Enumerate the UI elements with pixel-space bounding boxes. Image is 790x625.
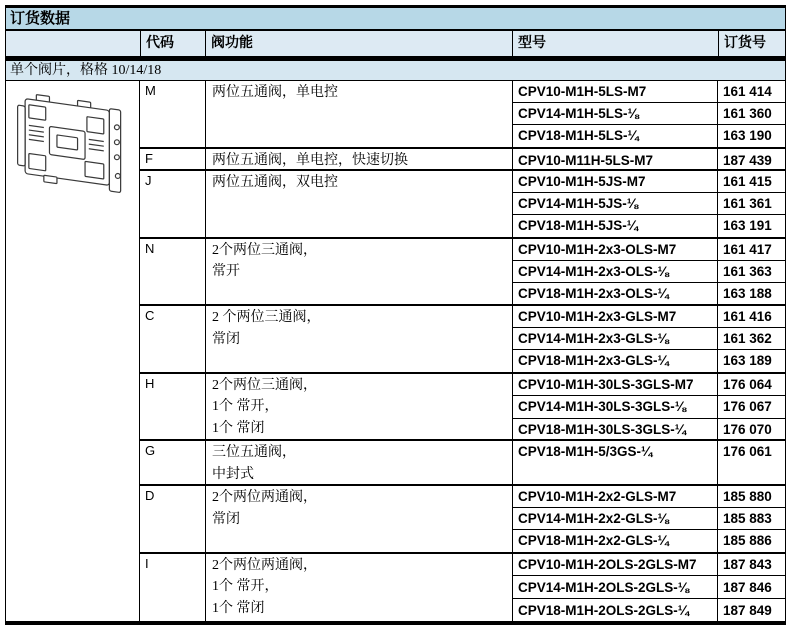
table-row — [513, 575, 785, 598]
function-cell — [205, 306, 512, 372]
function-cell — [205, 239, 512, 305]
model-cell: CPV10-M1H-2x3-OLS-M7 — [513, 239, 718, 260]
table-row — [513, 149, 785, 173]
valve-group-J — [140, 171, 785, 239]
order-number-cell: 163 191 — [723, 218, 772, 234]
table-row — [513, 554, 785, 576]
model-cell: CPV18-M1H-2OLS-2GLS-¼ — [513, 599, 718, 621]
function-cell — [205, 441, 512, 486]
function-cell — [205, 374, 512, 441]
model-rows — [512, 374, 785, 441]
order-number-cell: 176 070 — [723, 421, 772, 437]
table-title: 订货数据 — [6, 8, 785, 31]
order-number-cell: 187 843 — [723, 556, 772, 572]
model-rows — [512, 171, 785, 237]
model-cell: CPV18-M1H-30LS-3GLS-¼ — [513, 419, 718, 441]
order-number-cell: 161 360 — [723, 106, 772, 122]
order-number-cell: 176 064 — [723, 376, 772, 392]
header-image-col-empty — [6, 31, 140, 56]
model-cell: CPV18-M1H-5LS-¼ — [513, 125, 718, 146]
order-number-cell: 187 846 — [723, 579, 772, 595]
order-number-cell: 161 416 — [723, 309, 772, 325]
section-header: 单个阀片，格格 10/14/18 — [6, 61, 785, 81]
model-cell: CPV14-M1H-2OLS-2GLS-⅛ — [513, 576, 718, 598]
model-cell: CPV10-M11H-5LS-M7 — [513, 149, 718, 173]
model-rows — [512, 81, 785, 147]
order-number-cell: 176 061 — [723, 444, 772, 459]
valve-group-I — [140, 554, 785, 622]
function-line: 1个 常开， — [212, 399, 279, 414]
table-row — [513, 102, 785, 124]
function-cell — [205, 554, 512, 622]
function-line: 三位五通阀， — [212, 445, 296, 460]
code-cell: H — [145, 375, 155, 391]
model-cell: CPV10-M1H-2x2-GLS-M7 — [513, 486, 718, 507]
order-number-cell: 161 362 — [723, 331, 772, 347]
table-row — [513, 349, 785, 371]
code-cell: C — [145, 308, 155, 323]
order-number-cell: 161 361 — [723, 196, 772, 212]
table-row — [513, 192, 785, 214]
header-order-number: 订货号 — [718, 31, 785, 56]
table-row — [513, 418, 785, 441]
order-number-cell: 185 883 — [723, 511, 772, 527]
order-number-cell: 163 190 — [723, 128, 772, 144]
valve-group-G — [140, 441, 785, 486]
model-rows — [512, 441, 785, 486]
model-rows — [512, 306, 785, 372]
model-cell: CPV14-M1H-5JS-⅛ — [513, 193, 718, 214]
model-rows — [512, 239, 785, 305]
code-cell: F — [145, 150, 153, 166]
function-line: 两位五通阀，双电控 — [212, 175, 338, 190]
table-row — [513, 507, 785, 529]
cpv-valve-drawing — [12, 87, 130, 205]
order-number-cell: 161 414 — [723, 84, 772, 100]
valve-group-D — [140, 486, 785, 554]
ordering-data-table — [5, 5, 786, 625]
function-line: 2个两位两通阀， — [212, 490, 317, 505]
model-cell: CPV10-M1H-2OLS-2GLS-M7 — [513, 554, 718, 576]
function-cell — [205, 149, 512, 173]
order-number-cell: 161 417 — [723, 241, 772, 257]
function-line: 2个两位三通阀， — [212, 242, 317, 258]
code-cell: G — [145, 443, 156, 458]
function-line: 2 个两位三通阀， — [212, 310, 321, 325]
order-number-cell: 187 849 — [723, 602, 772, 618]
function-line: 常闭 — [212, 331, 240, 347]
code-cell: N — [145, 240, 155, 256]
table-row — [513, 171, 785, 192]
table-row — [513, 282, 785, 304]
header-valve-function: 阀功能 — [205, 31, 512, 56]
function-line: 2个两位三通阀， — [212, 377, 317, 393]
function-line: 1个 常开， — [212, 579, 279, 594]
model-cell: CPV10-M1H-2x3-GLS-M7 — [513, 306, 718, 327]
table-row — [513, 529, 785, 551]
table-row — [513, 327, 785, 349]
model-cell: CPV10-M1H-5JS-M7 — [513, 171, 718, 192]
table-row — [513, 260, 785, 282]
table-row — [513, 306, 785, 327]
valve-group-M — [140, 81, 785, 149]
order-number-cell: 185 880 — [723, 489, 772, 505]
code-cell: I — [145, 555, 149, 571]
table-row — [513, 395, 785, 418]
order-number-cell: 185 886 — [723, 533, 772, 549]
order-number-cell: 161 363 — [723, 263, 772, 279]
model-cell: CPV14-M1H-2x3-OLS-⅛ — [513, 261, 718, 282]
table-row — [513, 441, 785, 486]
function-line: 中封式 — [212, 466, 254, 482]
table-row — [513, 81, 785, 102]
table-row — [513, 486, 785, 507]
model-cell: CPV18-M1H-2x2-GLS-¼ — [513, 530, 718, 551]
code-cell: J — [145, 173, 152, 188]
model-rows — [512, 554, 785, 622]
order-number-cell: 187 439 — [723, 152, 772, 168]
model-cell: CPV18-M1H-2x3-GLS-¼ — [513, 350, 718, 371]
code-cell: D — [145, 488, 155, 503]
valve-group-H — [140, 374, 785, 442]
function-line: 两位五通阀，单电控 — [212, 85, 338, 100]
model-cell: CPV10-M1H-5LS-M7 — [513, 81, 718, 102]
function-line: 常闭 — [212, 511, 240, 527]
model-cell: CPV14-M1H-2x3-GLS-⅛ — [513, 328, 718, 349]
valve-group-N — [140, 239, 785, 307]
model-cell: CPV18-M1H-5/3GS-¼ — [513, 441, 718, 486]
valve-group-C — [140, 306, 785, 374]
model-cell: CPV14-M1H-5LS-⅛ — [513, 103, 718, 124]
model-rows — [512, 149, 785, 173]
header-code: 代码 — [140, 31, 205, 56]
code-cell: M — [145, 83, 156, 98]
function-line: 1个 常闭 — [212, 600, 265, 616]
table-row — [513, 239, 785, 260]
order-number-cell: 176 067 — [723, 399, 772, 415]
model-cell: CPV10-M1H-30LS-3GLS-M7 — [513, 374, 718, 396]
table-row — [513, 598, 785, 621]
valve-group-F — [140, 149, 785, 172]
product-image-cell — [6, 81, 140, 621]
valve-groups — [140, 81, 785, 621]
table-body — [6, 81, 785, 621]
table-row — [513, 374, 785, 396]
table-row — [513, 124, 785, 146]
header-model: 型号 — [512, 31, 718, 56]
function-line: 常开 — [212, 264, 240, 279]
order-number-cell: 163 189 — [723, 353, 772, 369]
function-line: 1个 常闭 — [212, 420, 265, 436]
table-header — [6, 31, 785, 61]
function-cell — [205, 171, 512, 237]
model-cell: CPV18-M1H-2x3-OLS-¼ — [513, 283, 718, 304]
order-number-cell: 163 188 — [723, 285, 772, 301]
function-cell — [205, 81, 512, 147]
function-line: 两位五通阀，单电控，快速切换 — [212, 152, 408, 168]
function-line: 2个两位两通阀， — [212, 557, 317, 573]
table-row — [513, 214, 785, 236]
model-rows — [512, 486, 785, 552]
function-cell — [205, 486, 512, 552]
order-number-cell: 161 415 — [723, 174, 772, 190]
model-cell: CPV14-M1H-2x2-GLS-⅛ — [513, 508, 718, 529]
model-cell: CPV18-M1H-5JS-¼ — [513, 215, 718, 236]
model-cell: CPV14-M1H-30LS-3GLS-⅛ — [513, 396, 718, 418]
